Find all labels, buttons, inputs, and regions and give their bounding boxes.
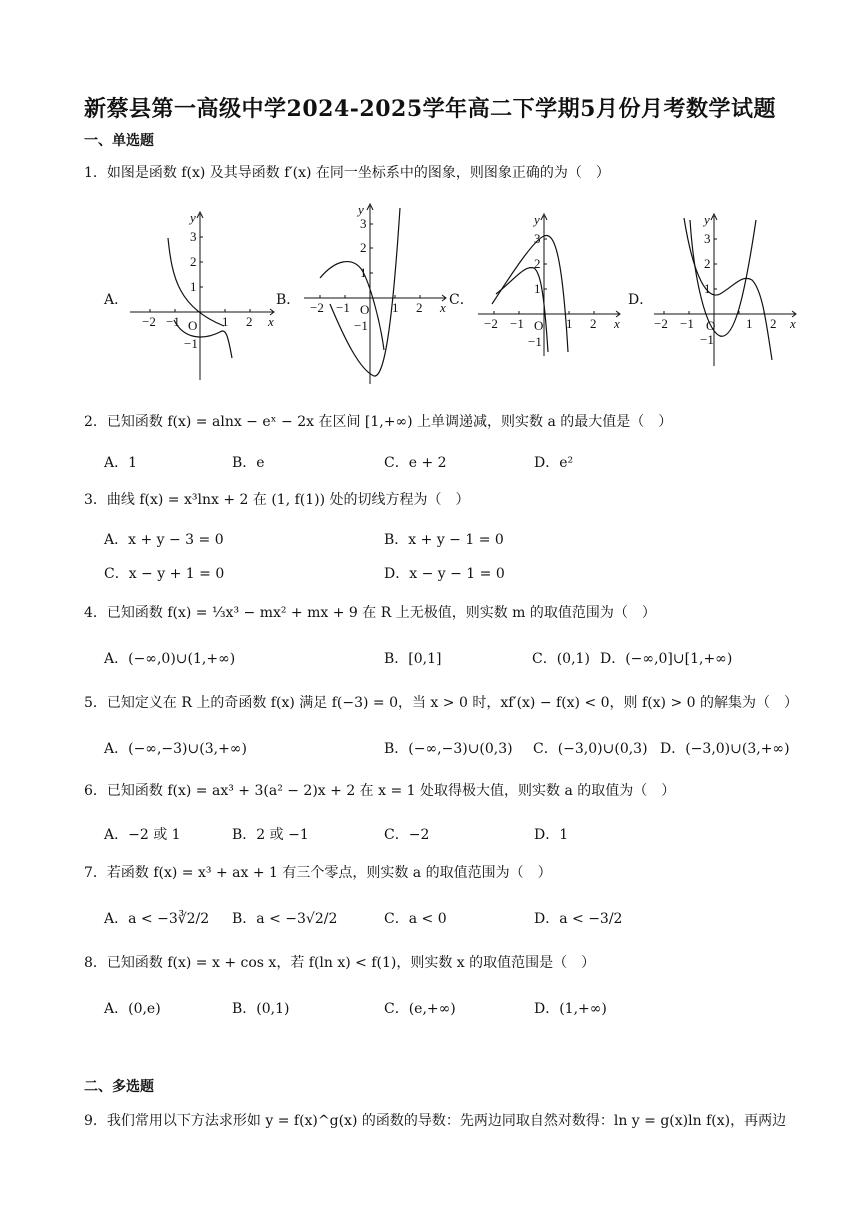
q4-option-a[interactable]: A．(−∞,0)∪(1,+∞) <box>104 651 236 667</box>
svg-text:x: x <box>790 316 796 331</box>
q2-option-a[interactable]: A．1 <box>104 455 138 471</box>
question-8-stem: 8．已知函数 f(x) = x + cos x，若 f(ln x) < f(1)，则实数 x 的取值范围是（ ） <box>84 955 596 971</box>
svg-text:−2: −2 <box>484 316 498 331</box>
svg-text:2: 2 <box>416 300 423 315</box>
svg-text:y: y <box>704 212 710 227</box>
q1-graph-a <box>124 208 280 384</box>
svg-text:2: 2 <box>704 256 711 271</box>
q5-option-d[interactable]: D．(−3,0)∪(3,+∞) <box>660 741 790 757</box>
q6-option-a[interactable]: A．−2 或 1 <box>104 827 181 843</box>
q8-option-d[interactable]: D．(1,+∞) <box>534 1001 607 1017</box>
q7-option-a[interactable]: A．a < −3∛2/2 <box>104 911 210 927</box>
question-6-stem: 6．已知函数 f(x) = ax³ + 3(a² − 2)x + 2 在 x = 1 处取得极大值，则实数 a 的取值为（ ） <box>84 783 676 799</box>
svg-text:y: y <box>534 212 540 227</box>
svg-text:2: 2 <box>534 256 541 271</box>
q4-option-b[interactable]: B．[0,1] <box>384 651 442 667</box>
q8-option-c[interactable]: C．(e,+∞) <box>384 1001 456 1017</box>
q1-option-d-label: D． <box>628 292 654 308</box>
svg-text:3: 3 <box>704 231 711 246</box>
svg-text:2: 2 <box>246 314 253 329</box>
svg-text:3: 3 <box>360 216 367 231</box>
svg-text:2: 2 <box>770 316 777 331</box>
section-heading-single-choice: 一、单选题 <box>84 133 154 149</box>
q2-option-d[interactable]: D．e² <box>534 455 574 471</box>
svg-text:−1: −1 <box>528 334 542 349</box>
svg-text:3: 3 <box>534 231 541 246</box>
svg-text:−1: −1 <box>700 332 714 347</box>
section-heading-multiple-choice: 二、多选题 <box>84 1079 154 1095</box>
svg-text:−1: −1 <box>336 300 350 315</box>
question-3-stem: 3．曲线 f(x) = x³lnx + 2 在 (1, f(1)) 处的切线方程为（ ） <box>84 492 470 508</box>
svg-text:−2: −2 <box>142 314 156 329</box>
q7-option-c[interactable]: C．a < 0 <box>384 911 447 927</box>
svg-text:x: x <box>268 314 274 329</box>
svg-text:y: y <box>190 210 196 225</box>
q1-graph-b <box>300 200 452 390</box>
question-2-stem: 2．已知函数 f(x) = alnx − eˣ − 2x 在区间 [1,+∞) 上单调递减，则实数 a 的最大值是（ ） <box>84 414 673 430</box>
question-9-stem: 9．我们常用以下方法求形如 y = f(x)^g(x) 的函数的导数：先两边同取自然对数得：ln y = g(x)ln f(x)，再两边 <box>84 1113 787 1129</box>
svg-text:−1: −1 <box>184 336 198 351</box>
question-4-stem: 4．已知函数 f(x) = ⅓x³ − mx² + mx + 9 在 R 上无极值，则实数 m 的取值范围为（ ） <box>84 605 656 621</box>
q5-option-b[interactable]: B．(−∞,−3)∪(0,3) <box>384 741 513 757</box>
svg-text:O: O <box>188 318 198 333</box>
q2-option-b[interactable]: B．e <box>232 455 265 471</box>
q5-option-c[interactable]: C．(−3,0)∪(0,3) <box>533 741 648 757</box>
question-7-stem: 7．若函数 f(x) = x³ + ax + 1 有三个零点，则实数 a 的取值范围为（ ） <box>84 865 552 881</box>
q6-option-d[interactable]: D．1 <box>534 827 569 843</box>
q8-option-b[interactable]: B．(0,1) <box>232 1001 290 1017</box>
q3-option-d[interactable]: D．x − y − 1 = 0 <box>384 566 505 582</box>
q2-option-c[interactable]: C．e + 2 <box>384 455 447 471</box>
q7-option-b[interactable]: B．a < −3√2/2 <box>232 911 338 927</box>
q1-option-c-label: C． <box>449 292 474 308</box>
q3-option-a[interactable]: A．x + y − 3 = 0 <box>104 532 224 548</box>
svg-text:x: x <box>440 300 446 315</box>
q5-option-a[interactable]: A．(−∞,−3)∪(3,+∞) <box>104 741 247 757</box>
svg-text:1: 1 <box>360 265 367 280</box>
page-title: 新蔡县第一高级中学2024-2025学年高二下学期5月份月考数学试题 <box>84 96 776 122</box>
svg-text:−1: −1 <box>166 314 180 329</box>
svg-text:−1: −1 <box>680 316 694 331</box>
svg-text:2: 2 <box>190 254 197 269</box>
svg-text:1: 1 <box>746 316 753 331</box>
q6-option-c[interactable]: C．−2 <box>384 827 430 843</box>
svg-text:−1: −1 <box>510 316 524 331</box>
q4-option-c[interactable]: C．(0,1) <box>532 651 590 667</box>
svg-text:1: 1 <box>190 279 197 294</box>
svg-text:x: x <box>614 316 620 331</box>
svg-text:2: 2 <box>590 316 597 331</box>
q7-option-d[interactable]: D．a < −3/2 <box>534 911 623 927</box>
q6-option-b[interactable]: B．2 或 −1 <box>232 827 309 843</box>
svg-text:−2: −2 <box>654 316 668 331</box>
q4-option-d[interactable]: D．(−∞,0]∪[1,+∞) <box>600 651 733 667</box>
q1-option-b-label: B． <box>276 292 301 308</box>
svg-text:3: 3 <box>190 229 197 244</box>
svg-text:y: y <box>358 202 364 217</box>
svg-text:1: 1 <box>222 314 229 329</box>
svg-text:O: O <box>360 302 370 317</box>
q3-option-c[interactable]: C．x − y + 1 = 0 <box>104 566 225 582</box>
svg-text:1: 1 <box>392 300 399 315</box>
svg-text:O: O <box>706 318 716 333</box>
svg-text:2: 2 <box>360 240 367 255</box>
svg-text:−1: −1 <box>354 318 368 333</box>
q1-graph-d <box>650 210 800 370</box>
question-5-stem: 5．已知定义在 R 上的奇函数 f(x) 满足 f(−3) = 0，当 x > 0 时，xf′(x) − f(x) < 0，则 f(x) > 0 的解集为（ ） <box>84 695 798 711</box>
svg-text:1: 1 <box>566 316 573 331</box>
q1-graph-c <box>474 210 624 360</box>
svg-text:−2: −2 <box>310 300 324 315</box>
svg-text:1: 1 <box>534 281 541 296</box>
question-1-stem: 1．如图是函数 f(x) 及其导函数 f′(x) 在同一坐标系中的图象，则图象正确的为（ ） <box>84 165 610 181</box>
svg-text:1: 1 <box>704 281 711 296</box>
q3-option-b[interactable]: B．x + y − 1 = 0 <box>384 532 504 548</box>
q1-option-a-label: A． <box>104 292 129 308</box>
svg-text:O: O <box>534 318 544 333</box>
q8-option-a[interactable]: A．(0,e) <box>104 1001 161 1017</box>
